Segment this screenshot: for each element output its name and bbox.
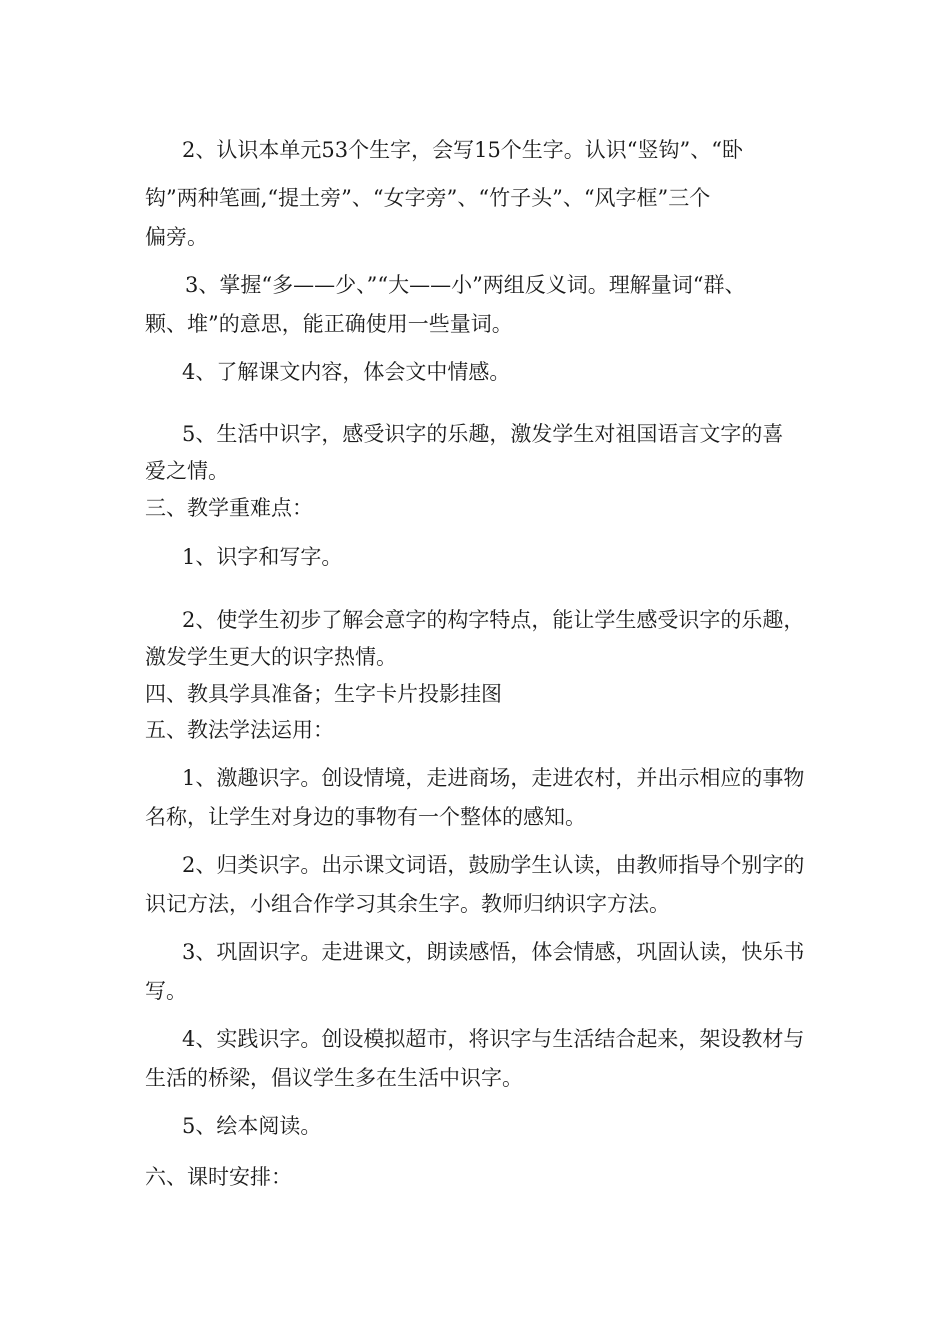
objective-5-line-2: 爱之情。 xyxy=(145,459,229,483)
objective-2-line-3: 偏旁。 xyxy=(145,225,208,249)
method-2-line-1: 2、归类识字。出示课文词语，鼓励学生认读，由教师指导个别字的 xyxy=(182,853,805,877)
objective-2-line-1: 2、认识本单元53个生字，会写15个生字。认识“竖钩”、“卧 xyxy=(182,138,744,162)
method-1-line-1: 1、激趣识字。创设情境，走进商场，走进农村，并出示相应的事物 xyxy=(182,766,805,790)
method-3-line-1: 3、巩固识字。走进课文，朗读感悟，体会情感，巩固认读，快乐书 xyxy=(182,940,805,964)
method-4-line-2: 生活的桥梁，倡议学生多在生活中识字。 xyxy=(145,1066,523,1090)
keypoint-2-line-2: 激发学生更大的识字热情。 xyxy=(145,645,397,669)
keypoint-2-line-1: 2、使学生初步了解会意字的构字特点，能让学生感受识字的乐趣， xyxy=(182,608,805,632)
objective-4-line: 4、了解课文内容，体会文中情感。 xyxy=(182,360,511,384)
objective-3-line-1: 3、掌握“多——少、”“大——小”两组反义词。理解量词“群、 xyxy=(185,273,746,297)
section-6-heading: 六、课时安排： xyxy=(145,1165,292,1189)
method-5-line: 5、绘本阅读。 xyxy=(182,1114,322,1138)
objective-5-line-1: 5、生活中识字，感受识字的乐趣，激发学生对祖国语言文字的喜 xyxy=(182,422,784,446)
section-3-heading: 三、教学重难点： xyxy=(145,496,313,520)
method-2-line-2: 识记方法，小组合作学习其余生字。教师归纳识字方法。 xyxy=(145,892,670,916)
section-4-heading: 四、教具学具准备；生字卡片投影挂图 xyxy=(145,682,502,706)
section-5-heading: 五、教法学法运用： xyxy=(145,718,334,742)
objective-2-line-2: 钩”两种笔画,“提土旁”、“女字旁”、“竹子头”、“风字框”三个 xyxy=(145,186,711,210)
method-4-line-1: 4、实践识字。创设模拟超市，将识字与生活结合起来，架设教材与 xyxy=(182,1027,805,1051)
method-1-line-2: 名称，让学生对身边的事物有一个整体的感知。 xyxy=(145,805,586,829)
objective-3-line-2: 颗、堆”的意思，能正确使用一些量词。 xyxy=(145,312,513,336)
keypoint-1-line: 1、识字和写字。 xyxy=(182,545,343,569)
method-3-line-2: 写。 xyxy=(145,979,187,1003)
